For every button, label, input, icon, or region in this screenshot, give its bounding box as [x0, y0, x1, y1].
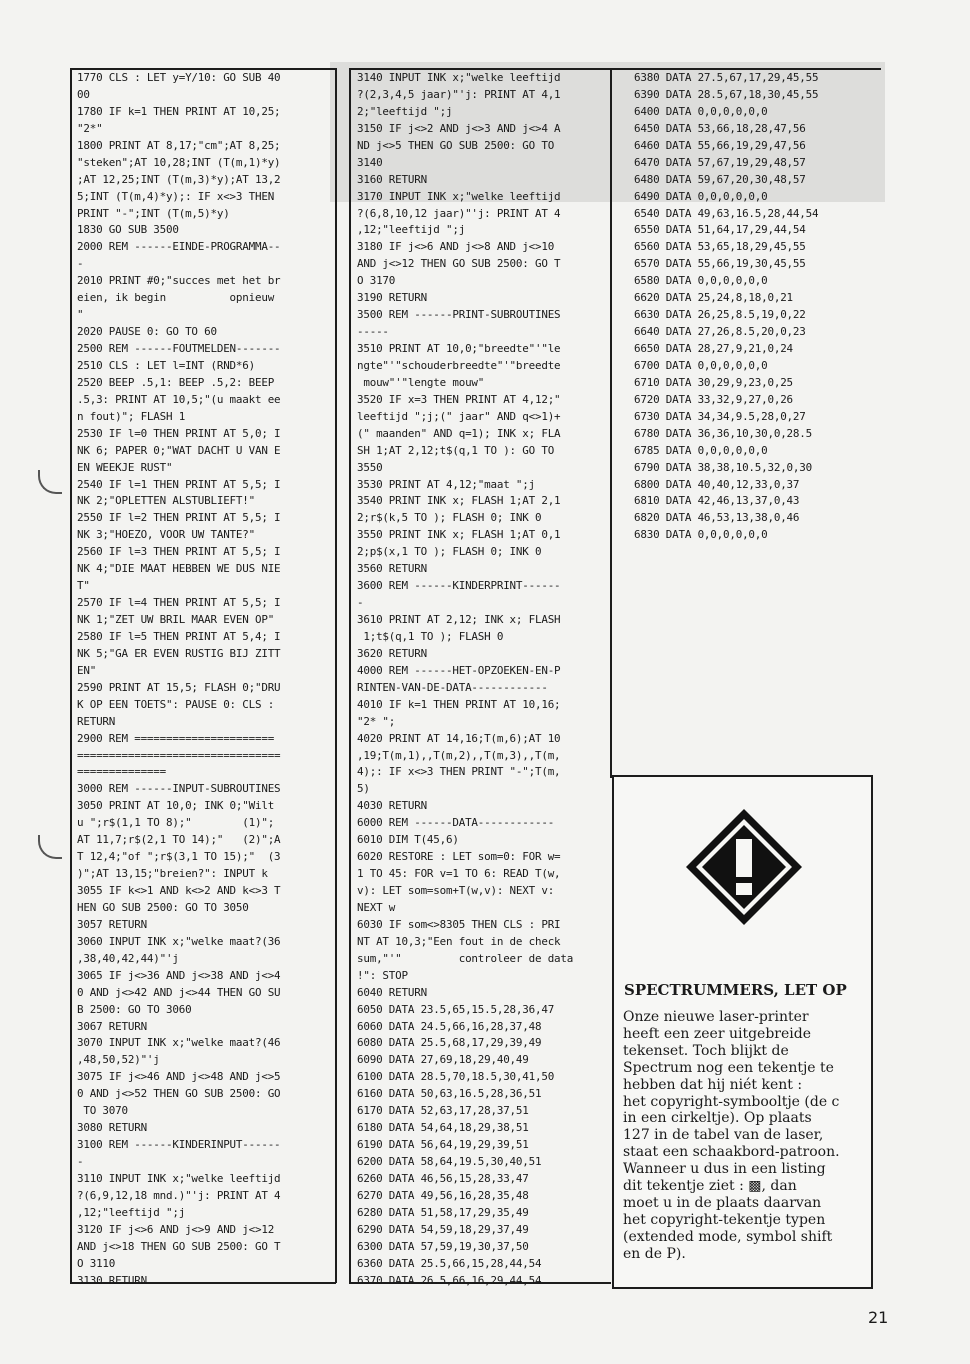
listing-line: 3610 PRINT AT 2,12; INK x; FLASH	[357, 613, 561, 626]
listing-line: 6830 DATA 0,0,0,0,0,0	[634, 528, 768, 542]
listing-line: 2900 REM ======================	[77, 731, 275, 745]
listing-line: 4030 RETURN	[357, 799, 427, 813]
listing-line: 6780 DATA 36,36,10,30,0,28.5	[634, 426, 812, 440]
listing-line: 6300 DATA 57,59,19,30,37,50	[357, 1239, 529, 1253]
listing-line: "2* ";	[357, 714, 396, 728]
listing-column-1	[77, 70, 307, 1290]
notice-line: dit tekentje ziet : ▩, dan	[623, 1178, 797, 1195]
listing-line: 6090 DATA 27,69,18,29,40,49	[357, 1053, 529, 1067]
page-number: 21	[868, 1308, 889, 1327]
listing-line: 3160 RETURN	[357, 172, 427, 186]
listing-line: 3065 IF j<>36 AND j<>38 AND j<>4	[77, 968, 281, 982]
listing-line: 6560 DATA 53,65,18,29,45,55	[634, 240, 806, 254]
listing-line: 0 AND j<>52 THEN GO SUB 2500: GO	[77, 1087, 281, 1101]
listing-line: O 3110	[77, 1256, 116, 1270]
listing-line: 6550 DATA 51,64,17,29,44,54	[634, 223, 806, 237]
listing-line: -----	[357, 325, 389, 339]
listing-line: O 3170	[357, 274, 396, 288]
listing-line: EN WEEKJE RUST"	[77, 460, 173, 474]
listing-line: "2*"	[77, 121, 103, 135]
listing-line: 6570 DATA 55,66,19,30,45,55	[634, 257, 806, 271]
listing-line: "steken";AT 10,28;INT (T(m,1)*y)	[77, 155, 281, 169]
listing-line: 6800 DATA 40,40,12,33,0,37	[634, 477, 800, 491]
notice-line: hebben dat hij niét kent :	[623, 1076, 803, 1093]
listing-line: "	[77, 308, 84, 322]
listing-line: 2570 IF l=4 THEN PRINT AT 5,5; I	[77, 596, 281, 610]
rule	[335, 68, 337, 1283]
listing-line: 6290 DATA 54,59,18,29,37,49	[357, 1222, 529, 1236]
binder-hole-mark	[38, 835, 62, 859]
listing-line: 2530 IF l=0 THEN PRINT AT 5,0; I	[77, 426, 281, 440]
listing-line: 6160 DATA 50,63,16.5,28,36,51	[357, 1087, 542, 1101]
listing-line: 3130 RETURN	[77, 1273, 147, 1287]
listing-line: .5,3: PRINT AT 10,5;"(u maakt ee	[77, 392, 281, 406]
listing-line: 6785 DATA 0,0,0,0,0,0	[634, 443, 768, 457]
listing-column-3	[634, 70, 884, 544]
listing-line: ;AT 12,25;INT (T(m,3)*y);AT 13,2	[77, 172, 281, 186]
listing-line: 3520 IF x=3 THEN PRINT AT 4,12;"	[357, 392, 561, 406]
listing-line: ,38,40,42,44)"'j	[77, 951, 179, 965]
listing-line: AT 11,7;r$(2,1 TO 14);" (2)";A	[77, 833, 281, 847]
listing-column-2	[357, 70, 592, 1290]
listing-line: 6360 DATA 25.5,66,15,28,44,54	[357, 1256, 542, 1270]
listing-line: 3060 INPUT INK x;"welke maat?(36	[77, 934, 281, 948]
listing-line: 3600 REM ------KINDERPRINT------	[357, 579, 561, 593]
listing-line: 6190 DATA 56,64,19,29,39,51	[357, 1138, 529, 1152]
listing-line: ?(6,9,12,18 mnd.)"'j: PRINT AT 4	[77, 1188, 281, 1202]
listing-line: 6000 REM ------DATA------------	[357, 816, 555, 830]
listing-line: 3550 PRINT INK x; FLASH 1;AT 0,1	[357, 528, 561, 542]
listing-line: -	[77, 257, 84, 271]
notice-line: en de P).	[623, 1245, 686, 1262]
listing-line: 2560 IF l=3 THEN PRINT AT 5,5; I	[77, 545, 281, 559]
listing-line: 3150 IF j<>2 AND j<>3 AND j<>4 A	[357, 121, 561, 135]
listing-line: 6080 DATA 25.5,68,17,29,39,49	[357, 1036, 542, 1050]
listing-line: ?(2,3,4,5 jaar)"'j: PRINT AT 4,1	[357, 87, 561, 101]
listing-line: ?(6,8,10,12 jaar)"'j: PRINT AT 4	[357, 206, 561, 220]
listing-line: 6720 DATA 33,32,9,27,0,26	[634, 392, 793, 406]
notice-box	[612, 775, 873, 1289]
notice-line: heeft een zeer uitgebreide	[623, 1025, 812, 1042]
listing-line: 6380 DATA 27.5,67,17,29,45,55	[634, 71, 819, 84]
listing-line: K OP EEN TOETS": PAUSE 0: CLS :	[77, 697, 275, 711]
listing-line: 5)	[357, 782, 370, 796]
listing-line: RETURN	[77, 714, 116, 728]
listing-line: 6030 IF som<>8305 THEN CLS : PRI	[357, 917, 561, 931]
listing-line: 3000 REM ------INPUT-SUBROUTINES	[77, 782, 281, 796]
listing-line: -	[77, 1155, 84, 1168]
notice-line: moet u in de plaats daarvan	[623, 1194, 822, 1211]
listing-line: NK 2;"OPLETTEN ALSTUBLIEFT!"	[77, 494, 255, 508]
listing-line: T"	[77, 579, 90, 593]
listing-line: u ";r$(1,1 TO 8);" (1)";	[77, 816, 275, 830]
listing-line: !": STOP	[357, 968, 408, 982]
rule	[610, 68, 612, 778]
notice-body	[623, 1009, 867, 1263]
listing-line: 3550	[357, 460, 383, 474]
listing-line: NT AT 10,3;"Een fout in de check	[357, 934, 561, 948]
listing-line: 6650 DATA 28,27,9,21,0,24	[634, 342, 793, 355]
notice-line: het copyright-symbooltje (de c	[623, 1093, 840, 1110]
listing-line: 6050 DATA 23.5,65,15.5,28,36,47	[357, 1002, 555, 1016]
listing-line: 3057 RETURN	[77, 917, 147, 931]
listing-line: 3170 INPUT INK x;"welke leeftijd	[357, 189, 561, 203]
listing-line: (" maanden" AND q=1); INK x; FLA	[357, 426, 561, 440]
notice-line: Wanneer u dus in een listing	[623, 1161, 826, 1178]
listing-line: 1;t$(q,1 TO ); FLASH 0	[357, 629, 504, 643]
listing-line: NK 4;"DIE MAAT HEBBEN WE DUS NIE	[77, 562, 281, 576]
notice-line: in een cirkeltje). Op plaats	[623, 1110, 812, 1127]
listing-line: 3120 IF j<>6 AND j<>9 AND j<>12	[77, 1222, 275, 1236]
listing-line: NK 5;"GA ER EVEN RUSTIG BIJ ZITT	[77, 646, 281, 660]
notice-line: Onze nieuwe laser-printer	[623, 1009, 809, 1025]
listing-line: 3140	[357, 155, 383, 169]
listing-line: 2;p$(x,1 TO ); FLASH 0; INK 0	[357, 545, 542, 559]
listing-line: 2590 PRINT AT 15,5; FLASH 0;"DRU	[77, 680, 281, 694]
listing-line: v): LET som=som+T(w,v): NEXT v:	[357, 884, 555, 897]
listing-line: 6010 DIM T(45,6)	[357, 833, 459, 847]
listing-line: 6280 DATA 51,58,17,29,35,49	[357, 1205, 529, 1219]
notice-line: tekenset. Toch blijkt de	[623, 1042, 789, 1059]
listing-line: 3620 RETURN	[357, 646, 427, 660]
listing-line: NK 6; PAPER 0;"WAT DACHT U VAN E	[77, 443, 281, 457]
listing-line: 6040 RETURN	[357, 985, 427, 999]
listing-line: 4020 PRINT AT 14,16;T(m,6);AT 10	[357, 731, 561, 745]
listing-line: 6480 DATA 59,67,20,30,48,57	[634, 172, 806, 186]
listing-line: ,48,50,52)"'j	[77, 1053, 160, 1067]
listing-line: 6810 DATA 42,46,13,37,0,43	[634, 494, 800, 508]
listing-line: 6200 DATA 58,64,19.5,30,40,51	[357, 1155, 542, 1168]
listing-line: 2520 BEEP .5,1: BEEP .5,2: BEEP	[77, 375, 275, 389]
listing-line: 1830 GO SUB 3500	[77, 223, 179, 237]
listing-line: 6390 DATA 28.5,67,18,30,45,55	[634, 87, 819, 101]
listing-line: 3190 RETURN	[357, 291, 427, 305]
listing-line: 6020 RESTORE : LET som=0: FOR w=	[357, 850, 561, 864]
listing-line: 1780 IF k=1 THEN PRINT AT 10,25;	[77, 104, 281, 118]
listing-line: 6180 DATA 54,64,18,29,38,51	[357, 1121, 529, 1135]
listing-line: 3530 PRINT AT 4,12;"maat ";j	[357, 477, 535, 491]
listing-line: leeftijd ";j;(" jaar" AND q<>1)+	[357, 409, 561, 423]
listing-line: AND j<>12 THEN GO SUB 2500: GO T	[357, 257, 561, 271]
listing-line: 6060 DATA 24.5,66,16,28,37,48	[357, 1019, 542, 1033]
binder-hole-mark	[38, 470, 62, 494]
listing-line: ,12;"leeftijd ";j	[77, 1205, 186, 1219]
listing-line: B 2500: GO TO 3060	[77, 1002, 192, 1016]
listing-line: mouw"'"lengte mouw"	[357, 375, 485, 389]
listing-line: 3067 RETURN	[77, 1019, 147, 1033]
listing-line: )";AT 13,15;"breien?": INPUT k	[77, 867, 268, 881]
rule	[70, 68, 72, 1283]
listing-line: 6100 DATA 28.5,70,18.5,30,41,50	[357, 1070, 555, 1084]
listing-line: 3140 INPUT INK x;"welke leeftijd	[357, 71, 561, 84]
listing-line: 6630 DATA 26,25,8.5,19,0,22	[634, 308, 806, 322]
listing-line: ,12;"leeftijd ";j	[357, 223, 466, 237]
listing-line: SH 1;AT 2,12;t$(q,1 TO ): GO TO	[357, 443, 555, 457]
listing-line: 6490 DATA 0,0,0,0,0,0	[634, 189, 768, 203]
notice-line: (extended mode, symbol shift	[623, 1228, 833, 1245]
listing-line: 2;"leeftijd ";j	[357, 104, 453, 118]
listing-line: 1800 PRINT AT 8,17;"cm";AT 8,25;	[77, 138, 281, 152]
listing-line: 6620 DATA 25,24,8,18,0,21	[634, 291, 793, 305]
listing-line: 6790 DATA 38,38,10.5,32,0,30	[634, 460, 812, 474]
listing-line: ================================	[77, 748, 281, 762]
listing-line: 6260 DATA 46,56,15,28,33,47	[357, 1171, 529, 1185]
listing-line: TO 3070	[77, 1104, 128, 1118]
listing-line: ngte"'"schouderbreedte"'"breedte	[357, 358, 561, 372]
listing-line: sum,"'" controleer de data	[357, 951, 574, 965]
listing-line: 2000 REM ------EINDE-PROGRAMMA--	[77, 240, 281, 254]
listing-line: 3100 REM ------KINDERINPUT------	[77, 1138, 281, 1152]
listing-line: 4010 IF k=1 THEN PRINT AT 10,16;	[357, 697, 561, 711]
listing-line: 4);: IF x<>3 THEN PRINT "-";T(m,	[357, 765, 561, 779]
listing-line: NK 1;"ZET UW BRIL MAAR EVEN OP"	[77, 613, 275, 626]
listing-line: T 12,4;"of ";r$(3,1 TO 15);" (3	[77, 850, 281, 864]
listing-line: 3075 IF j<>46 AND j<>48 AND j<>5	[77, 1070, 281, 1084]
listing-line: 2580 IF l=5 THEN PRINT AT 5,4; I	[77, 629, 281, 643]
listing-line: eien, ik begin opnieuw	[77, 291, 275, 305]
rule	[349, 68, 351, 1283]
listing-line: 2550 IF l=2 THEN PRINT AT 5,5; I	[77, 511, 281, 525]
listing-line: 00	[77, 87, 90, 101]
listing-line: 6640 DATA 27,26,8.5,20,0,23	[634, 325, 806, 339]
notice-line: het copyright-tekentje typen	[623, 1211, 826, 1228]
notice-title: SPECTRUMMERS, LET OP	[624, 981, 847, 999]
listing-line: 2500 REM ------FOUTMELDEN-------	[77, 342, 281, 355]
listing-line: 0 AND j<>42 AND j<>44 THEN GO SU	[77, 985, 281, 999]
listing-line: 2540 IF l=1 THEN PRINT AT 5,5; I	[77, 477, 281, 491]
listing-line: 6470 DATA 57,67,19,29,48,57	[634, 155, 806, 169]
listing-line: 3510 PRINT AT 10,0;"breedte"'"le	[357, 342, 561, 355]
listing-line: 3070 INPUT INK x;"welke maat?(46	[77, 1036, 281, 1050]
listing-line: 3050 PRINT AT 10,0; INK 0;"Wilt	[77, 799, 275, 813]
listing-line: 6700 DATA 0,0,0,0,0,0	[634, 358, 768, 372]
notice-line: staat een schaakbord-patroon.	[623, 1144, 840, 1161]
listing-line: 2;r$(k,5 TO ); FLASH 0; INK 0	[357, 511, 542, 525]
listing-line: 6580 DATA 0,0,0,0,0,0	[634, 274, 768, 288]
listing-line: ==============	[77, 765, 166, 779]
listing-line: 2510 CLS : LET l=INT (RND*6)	[77, 358, 255, 372]
listing-line: 4000 REM ------HET-OPZOEKEN-EN-P	[357, 663, 561, 677]
listing-line: 2010 PRINT #0;"succes met het br	[77, 274, 281, 288]
listing-line: 3055 IF k<>1 AND k<>2 AND k<>3 T	[77, 884, 281, 897]
listing-line: ,19;T(m,1),,T(m,2),,T(m,3),,T(m,	[357, 748, 561, 762]
listing-line: n fout)"; FLASH 1	[77, 409, 186, 423]
listing-line: 6400 DATA 0,0,0,0,0,0	[634, 104, 768, 118]
listing-line: -	[357, 596, 364, 610]
listing-line: 6730 DATA 34,34,9.5,28,0,27	[634, 409, 806, 423]
listing-line: 6270 DATA 49,56,16,28,35,48	[357, 1188, 529, 1202]
listing-line: 1 TO 45: FOR v=1 TO 6: READ T(w,	[357, 867, 561, 881]
listing-line: 6710 DATA 30,29,9,23,0,25	[634, 375, 793, 389]
warning-exclamation-icon	[684, 807, 804, 927]
listing-line: 6460 DATA 55,66,19,29,47,56	[634, 138, 806, 152]
listing-line: RINTEN-VAN-DE-DATA------------	[357, 680, 548, 694]
listing-line: HEN GO SUB 2500: GO TO 3050	[77, 900, 249, 914]
listing-line: 6450 DATA 53,66,18,28,47,56	[634, 121, 806, 135]
listing-line: 3540 PRINT INK x; FLASH 1;AT 2,1	[357, 494, 561, 508]
listing-line: EN"	[77, 663, 97, 677]
listing-line: 2020 PAUSE 0: GO TO 60	[77, 325, 217, 339]
listing-line: NEXT w	[357, 900, 396, 914]
notice-line: Spectrum nog een tekentje te	[623, 1059, 834, 1076]
listing-line: NK 3;"HOEZO, VOOR UW TANTE?"	[77, 528, 255, 542]
listing-line: AND j<>18 THEN GO SUB 2500: GO T	[77, 1239, 281, 1253]
listing-line: 1770 CLS : LET y=Y/10: GO SUB 40	[77, 71, 281, 84]
listing-line: 3110 INPUT INK x;"welke leeftijd	[77, 1171, 281, 1185]
listing-line: 6370 DATA 26.5,66,16,29,44,54	[357, 1273, 542, 1287]
listing-line: ND j<>5 THEN GO SUB 2500: GO TO	[357, 138, 555, 152]
listing-line: PRINT "-";INT (T(m,5)*y)	[77, 206, 230, 220]
listing-line: 6170 DATA 52,63,17,28,37,51	[357, 1104, 529, 1118]
listing-line: 3500 REM ------PRINT-SUBROUTINES	[357, 308, 561, 322]
listing-line: 3080 RETURN	[77, 1121, 147, 1135]
listing-line: 6540 DATA 49,63,16.5,28,44,54	[634, 206, 819, 220]
notice-line: 127 in de tabel van de laser,	[623, 1127, 824, 1144]
listing-line: 6820 DATA 46,53,13,38,0,46	[634, 511, 800, 525]
listing-line: 3180 IF j<>6 AND j<>8 AND j<>10	[357, 240, 555, 254]
listing-line: 3560 RETURN	[357, 562, 427, 576]
listing-line: 5;INT (T(m,4)*y);: IF x<>3 THEN	[77, 189, 275, 203]
